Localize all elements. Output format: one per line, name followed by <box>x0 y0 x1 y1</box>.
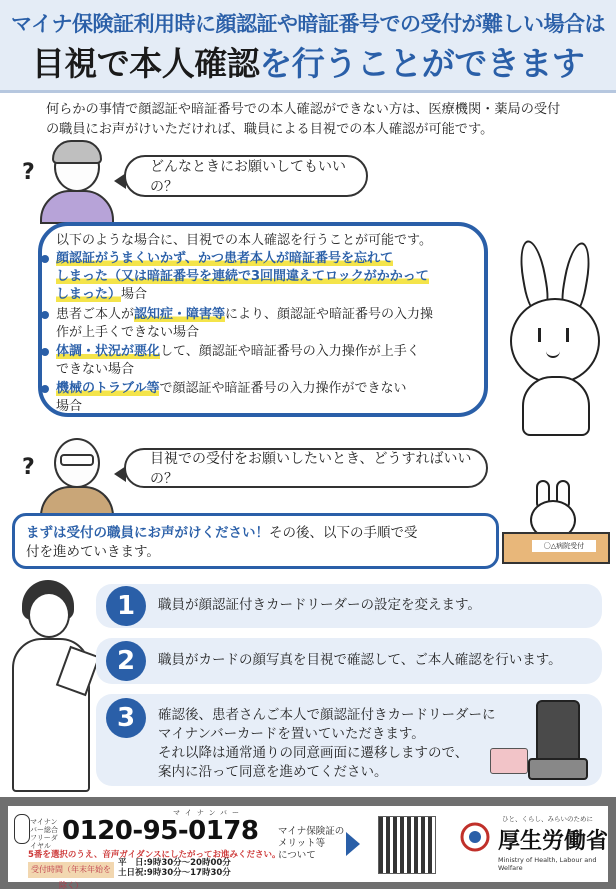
body-shape <box>40 486 114 516</box>
bullet-icon <box>41 311 49 319</box>
rabbit-logo-icon <box>14 814 30 844</box>
step-intro-body: その後、以下の手順で受 <box>269 525 418 541</box>
case-highlight: 顔認証がうまくいかず、かつ患者本人が暗証番号を忘れて <box>56 251 393 266</box>
reader-base <box>528 758 588 780</box>
intro-line: 何らかの事情で顔認証や暗証番号での本人確認ができない方は、医療機関・薬局の受付 <box>46 102 561 117</box>
case-item <box>56 380 476 416</box>
case-item <box>56 250 476 304</box>
ministry-name: 厚生労働省 <box>498 829 609 854</box>
case-highlight: 体調・状況が悪化 <box>56 344 161 359</box>
card-reader-illustration <box>520 700 588 780</box>
rabbit-eye <box>538 328 541 342</box>
phone-number[interactable]: 0120-95-0178 <box>62 816 259 846</box>
case-text: 場合 <box>56 399 83 414</box>
header-subtitle: マイナ保険証利用時に顔認証や暗証番号での受付が難しい場合は <box>10 12 606 36</box>
rabbit-mascot-illustration <box>500 240 610 440</box>
ministry-name-en: Ministry of Health, Labour and Welfare <box>498 856 597 872</box>
case-highlight: 機械のトラブル等 <box>56 381 160 396</box>
question-mark-icon: ? <box>22 160 35 185</box>
glasses-shape <box>60 454 94 466</box>
elderly-woman-illustration <box>36 142 116 220</box>
reader-screen <box>536 700 580 764</box>
step-intro-body: 付を進めていきます。 <box>26 544 160 560</box>
case-highlight: しまった） <box>56 287 122 302</box>
case-item <box>56 343 476 379</box>
phone-guidance: 5番を選択のうえ、音声ガイダンスにしたがってお進みください。 <box>28 850 281 860</box>
bullet-icon <box>41 385 49 393</box>
arrow-right-icon <box>346 832 360 856</box>
merit-label <box>278 826 344 862</box>
question-bubble-2 <box>124 448 488 488</box>
step-number-badge: 3 <box>106 698 146 738</box>
title-part-blue: を行うことができます <box>259 44 585 83</box>
case-text: 患者ご本人が <box>56 307 135 322</box>
step-text: 職員が顔認証付きカードリーダーの設定を変えます。 <box>158 597 481 613</box>
case-highlight: しまった（又は暗証番号を連続で3回間違えてロックがかかって <box>56 269 429 284</box>
step-line: 確認後、患者さんご本人で顔認証付きカードリーダーに <box>158 707 496 723</box>
step-text <box>158 706 496 782</box>
step-card-1 <box>96 584 602 628</box>
step-intro-text <box>26 524 486 562</box>
hours-weekend: 土日祝:9時30分～17時30分 <box>118 868 231 878</box>
step-intro-emphasis: まずは受付の職員にお声がけください！ <box>26 525 269 541</box>
receptionist-illustration <box>8 580 98 792</box>
intro-paragraph <box>46 100 596 140</box>
rabbit-eye <box>566 328 569 342</box>
case-highlight: 認知症・障害等 <box>134 307 226 322</box>
case-text: して、顔認証や暗証番号の入力操作が上手く <box>160 344 420 359</box>
case-item <box>56 306 476 342</box>
step-line: 案内に沿って同意を進めてください。 <box>158 764 388 780</box>
bullet-icon <box>41 255 49 263</box>
case-text: 作が上手くできない場合 <box>56 325 200 340</box>
elderly-man-illustration <box>36 438 116 512</box>
merit-line: メリット等 <box>278 838 326 849</box>
phone-ruby: マイナンバー <box>173 809 245 817</box>
bullet-icon <box>41 348 49 356</box>
case-text: で顔認証や暗証番号の入力操作ができない <box>159 381 407 396</box>
hours-weekday: 平 日:9時30分～20時00分 <box>118 858 231 868</box>
question-mark-icon: ? <box>22 455 35 480</box>
page-title <box>0 38 616 85</box>
case-text: により、顔認証や暗証番号の入力操 <box>225 307 434 322</box>
reception-sign: 〇△病院受付 <box>532 540 596 552</box>
hours-text <box>118 858 231 878</box>
reception-desk-illustration <box>502 480 608 562</box>
merit-line: マイナ保険証の <box>278 826 345 837</box>
case-text: 場合 <box>121 287 148 302</box>
ministry-tagline: ひと、くらし、みらいのために <box>502 815 593 823</box>
step-line: それ以降は通常通りの同意画面に遷移しますので、 <box>158 745 469 761</box>
step-line: マイナンバーカードを置いていただきます。 <box>158 726 425 742</box>
head-shape <box>28 592 70 638</box>
ministry-logo-icon <box>460 822 490 852</box>
case-text: できない場合 <box>56 362 135 377</box>
step-number-badge: 1 <box>106 586 146 626</box>
question-text: どんなときにお願いしてもいいの？ <box>150 159 346 195</box>
rabbit-face <box>510 298 600 384</box>
intro-line: の職員にお声がけいただければ、職員による目視での本人確認が可能です。 <box>46 122 494 137</box>
question-text: 目視での受付をお願いしたいとき、どうすればいいの？ <box>150 451 472 487</box>
step-number-badge: 2 <box>106 641 146 681</box>
cases-lead: 以下のような場合に、目視での本人確認を行うことが可能です。 <box>56 233 432 248</box>
hours-tag: 受付時間（年末年始を除く） <box>28 862 114 878</box>
merit-line: について <box>278 850 316 861</box>
step-card-2 <box>96 638 602 684</box>
step-text: 職員がカードの顔写真を目視で確認して、ご本人確認を行います。 <box>158 652 562 668</box>
question-bubble-1 <box>124 155 368 197</box>
title-part-dark: 目視で本人確認 <box>31 44 260 83</box>
cases-list <box>16 250 486 415</box>
body-shape <box>40 190 114 224</box>
hair-shape <box>52 140 102 164</box>
freedial-label: マイナンバー総合フリーダイヤル <box>30 818 58 850</box>
rabbit-body <box>522 376 590 436</box>
qr-code[interactable] <box>378 816 436 874</box>
header-divider <box>0 90 616 93</box>
my-number-card-icon <box>490 748 528 774</box>
